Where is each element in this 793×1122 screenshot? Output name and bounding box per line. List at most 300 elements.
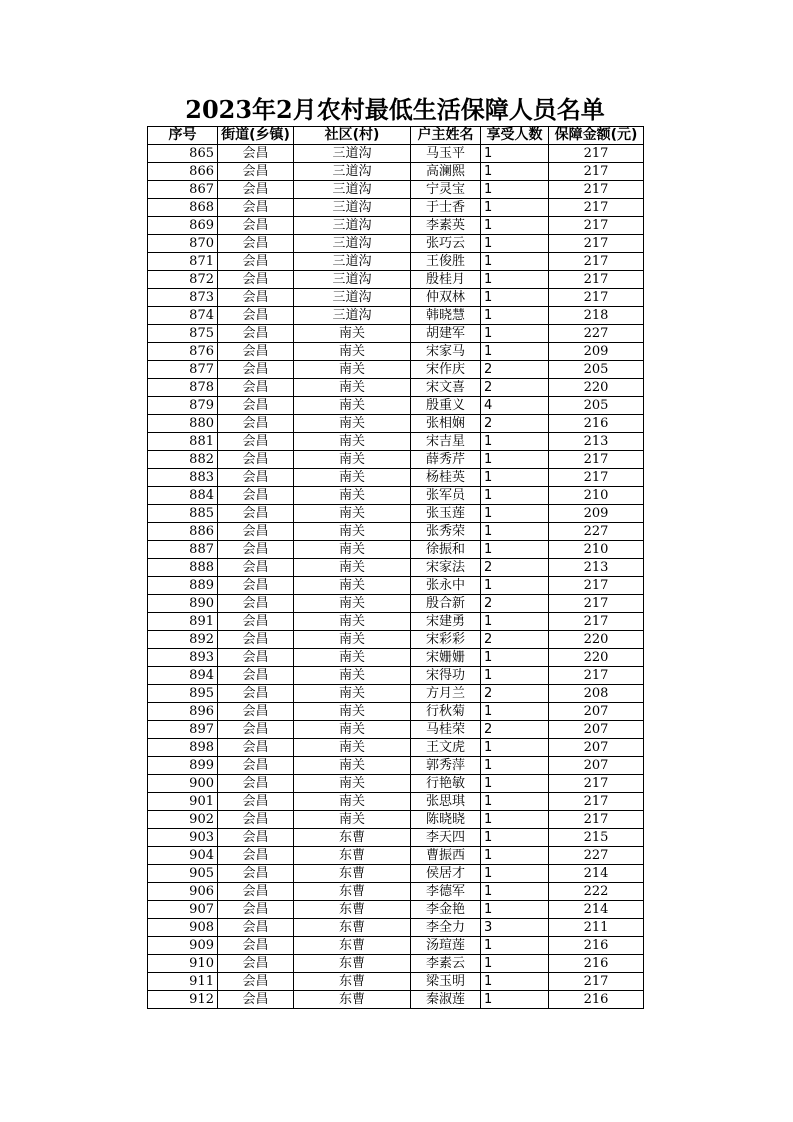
cell-head-name: 宋姗姗 xyxy=(411,649,481,667)
cell-amount: 227 xyxy=(549,847,644,865)
cell-people-count: 1 xyxy=(481,181,549,199)
cell-people-count: 1 xyxy=(481,577,549,595)
cell-amount: 217 xyxy=(549,577,644,595)
cell-people-count: 1 xyxy=(481,271,549,289)
cell-street: 会昌 xyxy=(218,487,294,505)
cell-head-name: 仲双林 xyxy=(411,289,481,307)
cell-seq: 896 xyxy=(148,703,218,721)
cell-people-count: 1 xyxy=(481,847,549,865)
cell-seq: 874 xyxy=(148,307,218,325)
cell-seq: 900 xyxy=(148,775,218,793)
cell-street: 会昌 xyxy=(218,739,294,757)
cell-head-name: 王文虎 xyxy=(411,739,481,757)
cell-street: 会昌 xyxy=(218,829,294,847)
cell-amount: 217 xyxy=(549,289,644,307)
cell-street: 会昌 xyxy=(218,469,294,487)
table-row xyxy=(148,325,644,343)
cell-community: 东曹 xyxy=(294,919,411,937)
cell-amount: 217 xyxy=(549,181,644,199)
cell-head-name: 于士香 xyxy=(411,199,481,217)
cell-community: 南关 xyxy=(294,559,411,577)
cell-amount: 217 xyxy=(549,253,644,271)
cell-seq: 892 xyxy=(148,631,218,649)
cell-seq: 865 xyxy=(148,145,218,163)
cell-people-count: 1 xyxy=(481,307,549,325)
cell-street: 会昌 xyxy=(218,523,294,541)
cell-community: 三道沟 xyxy=(294,271,411,289)
cell-amount: 205 xyxy=(549,397,644,415)
cell-street: 会昌 xyxy=(218,721,294,739)
cell-community: 南关 xyxy=(294,343,411,361)
cell-community: 南关 xyxy=(294,685,411,703)
cell-seq: 905 xyxy=(148,865,218,883)
cell-head-name: 张永中 xyxy=(411,577,481,595)
table-row xyxy=(148,469,644,487)
cell-head-name: 李素云 xyxy=(411,955,481,973)
cell-street: 会昌 xyxy=(218,901,294,919)
cell-head-name: 高澜熙 xyxy=(411,163,481,181)
cell-seq: 868 xyxy=(148,199,218,217)
cell-street: 会昌 xyxy=(218,541,294,559)
table-row xyxy=(148,883,644,901)
header-community: 社区(村) xyxy=(294,127,411,145)
cell-seq: 875 xyxy=(148,325,218,343)
header-head-name: 户主姓名 xyxy=(411,127,481,145)
cell-people-count: 2 xyxy=(481,721,549,739)
cell-community: 东曹 xyxy=(294,955,411,973)
cell-community: 南关 xyxy=(294,793,411,811)
cell-people-count: 1 xyxy=(481,289,549,307)
cell-amount: 205 xyxy=(549,361,644,379)
table-row xyxy=(148,307,644,325)
cell-street: 会昌 xyxy=(218,613,294,631)
cell-seq: 880 xyxy=(148,415,218,433)
cell-street: 会昌 xyxy=(218,937,294,955)
cell-amount: 217 xyxy=(549,973,644,991)
cell-head-name: 宋文喜 xyxy=(411,379,481,397)
table-row xyxy=(148,577,644,595)
cell-street: 会昌 xyxy=(218,811,294,829)
table-row xyxy=(148,253,644,271)
cell-street: 会昌 xyxy=(218,865,294,883)
cell-people-count: 1 xyxy=(481,433,549,451)
cell-community: 东曹 xyxy=(294,865,411,883)
cell-head-name: 宋家马 xyxy=(411,343,481,361)
table-row xyxy=(148,361,644,379)
cell-amount: 217 xyxy=(549,145,644,163)
cell-street: 会昌 xyxy=(218,307,294,325)
cell-seq: 876 xyxy=(148,343,218,361)
table-row xyxy=(148,199,644,217)
cell-community: 南关 xyxy=(294,505,411,523)
cell-seq: 879 xyxy=(148,397,218,415)
cell-people-count: 2 xyxy=(481,685,549,703)
cell-amount: 220 xyxy=(549,379,644,397)
cell-people-count: 2 xyxy=(481,631,549,649)
table-row xyxy=(148,901,644,919)
cell-community: 南关 xyxy=(294,667,411,685)
cell-people-count: 1 xyxy=(481,253,549,271)
cell-amount: 216 xyxy=(549,937,644,955)
cell-street: 会昌 xyxy=(218,199,294,217)
cell-head-name: 行秋菊 xyxy=(411,703,481,721)
cell-people-count: 2 xyxy=(481,595,549,613)
cell-head-name: 李德军 xyxy=(411,883,481,901)
cell-people-count: 1 xyxy=(481,541,549,559)
table-body xyxy=(148,145,644,1009)
table-row xyxy=(148,505,644,523)
cell-people-count: 1 xyxy=(481,613,549,631)
cell-people-count: 1 xyxy=(481,775,549,793)
cell-community: 东曹 xyxy=(294,883,411,901)
table-row xyxy=(148,865,644,883)
cell-head-name: 薛秀芹 xyxy=(411,451,481,469)
cell-seq: 893 xyxy=(148,649,218,667)
cell-community: 三道沟 xyxy=(294,181,411,199)
cell-street: 会昌 xyxy=(218,577,294,595)
cell-head-name: 宋吉星 xyxy=(411,433,481,451)
cell-amount: 213 xyxy=(549,559,644,577)
cell-community: 东曹 xyxy=(294,901,411,919)
cell-head-name: 宋作庆 xyxy=(411,361,481,379)
table-row xyxy=(148,271,644,289)
cell-amount: 207 xyxy=(549,739,644,757)
table-row xyxy=(148,955,644,973)
cell-seq: 873 xyxy=(148,289,218,307)
cell-people-count: 2 xyxy=(481,361,549,379)
cell-people-count: 1 xyxy=(481,469,549,487)
cell-amount: 214 xyxy=(549,865,644,883)
table-row xyxy=(148,739,644,757)
header-amount: 保障金额(元) xyxy=(549,127,644,145)
table-row xyxy=(148,937,644,955)
cell-seq: 883 xyxy=(148,469,218,487)
cell-seq: 872 xyxy=(148,271,218,289)
cell-seq: 869 xyxy=(148,217,218,235)
cell-head-name: 张玉莲 xyxy=(411,505,481,523)
cell-people-count: 1 xyxy=(481,325,549,343)
cell-seq: 901 xyxy=(148,793,218,811)
cell-street: 会昌 xyxy=(218,433,294,451)
cell-street: 会昌 xyxy=(218,451,294,469)
cell-community: 三道沟 xyxy=(294,289,411,307)
cell-community: 东曹 xyxy=(294,829,411,847)
cell-people-count: 1 xyxy=(481,451,549,469)
cell-seq: 904 xyxy=(148,847,218,865)
cell-street: 会昌 xyxy=(218,181,294,199)
cell-people-count: 2 xyxy=(481,559,549,577)
cell-head-name: 宋得功 xyxy=(411,667,481,685)
cell-community: 东曹 xyxy=(294,991,411,1009)
cell-seq: 870 xyxy=(148,235,218,253)
cell-seq: 897 xyxy=(148,721,218,739)
table-row xyxy=(148,451,644,469)
cell-seq: 877 xyxy=(148,361,218,379)
cell-community: 南关 xyxy=(294,631,411,649)
cell-community: 南关 xyxy=(294,325,411,343)
table-row xyxy=(148,811,644,829)
cell-people-count: 1 xyxy=(481,793,549,811)
cell-community: 三道沟 xyxy=(294,307,411,325)
cell-community: 三道沟 xyxy=(294,163,411,181)
table-row xyxy=(148,145,644,163)
cell-street: 会昌 xyxy=(218,397,294,415)
cell-head-name: 马桂荣 xyxy=(411,721,481,739)
cell-people-count: 1 xyxy=(481,991,549,1009)
cell-people-count: 1 xyxy=(481,163,549,181)
cell-street: 会昌 xyxy=(218,847,294,865)
cell-head-name: 郭秀萍 xyxy=(411,757,481,775)
cell-community: 南关 xyxy=(294,757,411,775)
cell-head-name: 张巧云 xyxy=(411,235,481,253)
cell-street: 会昌 xyxy=(218,631,294,649)
cell-community: 南关 xyxy=(294,469,411,487)
table-row xyxy=(148,163,644,181)
cell-head-name: 行艳敏 xyxy=(411,775,481,793)
table-row xyxy=(148,757,644,775)
cell-head-name: 殷合新 xyxy=(411,595,481,613)
cell-street: 会昌 xyxy=(218,415,294,433)
cell-head-name: 李金艳 xyxy=(411,901,481,919)
cell-amount: 207 xyxy=(549,703,644,721)
cell-seq: 910 xyxy=(148,955,218,973)
cell-people-count: 1 xyxy=(481,937,549,955)
table-row xyxy=(148,415,644,433)
table-row xyxy=(148,217,644,235)
cell-head-name: 殷桂月 xyxy=(411,271,481,289)
cell-head-name: 李天四 xyxy=(411,829,481,847)
cell-head-name: 李素英 xyxy=(411,217,481,235)
cell-street: 会昌 xyxy=(218,667,294,685)
cell-seq: 911 xyxy=(148,973,218,991)
cell-seq: 871 xyxy=(148,253,218,271)
cell-people-count: 1 xyxy=(481,883,549,901)
header-seq: 序号 xyxy=(148,127,218,145)
header-street: 街道(乡镇) xyxy=(218,127,294,145)
cell-people-count: 1 xyxy=(481,145,549,163)
table-row xyxy=(148,667,644,685)
cell-street: 会昌 xyxy=(218,253,294,271)
cell-community: 南关 xyxy=(294,415,411,433)
table-row xyxy=(148,703,644,721)
cell-amount: 215 xyxy=(549,829,644,847)
cell-amount: 208 xyxy=(549,685,644,703)
cell-amount: 213 xyxy=(549,433,644,451)
cell-community: 东曹 xyxy=(294,937,411,955)
cell-head-name: 王俊胜 xyxy=(411,253,481,271)
cell-head-name: 韩晓慧 xyxy=(411,307,481,325)
cell-street: 会昌 xyxy=(218,703,294,721)
cell-amount: 216 xyxy=(549,991,644,1009)
cell-head-name: 徐振和 xyxy=(411,541,481,559)
cell-street: 会昌 xyxy=(218,505,294,523)
cell-amount: 210 xyxy=(549,541,644,559)
cell-people-count: 1 xyxy=(481,505,549,523)
cell-community: 南关 xyxy=(294,703,411,721)
cell-head-name: 殷重义 xyxy=(411,397,481,415)
cell-seq: 886 xyxy=(148,523,218,541)
table-row xyxy=(148,235,644,253)
cell-people-count: 1 xyxy=(481,487,549,505)
cell-community: 南关 xyxy=(294,775,411,793)
cell-amount: 222 xyxy=(549,883,644,901)
table-row xyxy=(148,631,644,649)
cell-people-count: 2 xyxy=(481,379,549,397)
cell-street: 会昌 xyxy=(218,379,294,397)
cell-seq: 885 xyxy=(148,505,218,523)
table-row xyxy=(148,613,644,631)
table-row xyxy=(148,289,644,307)
cell-community: 三道沟 xyxy=(294,235,411,253)
cell-amount: 217 xyxy=(549,775,644,793)
cell-people-count: 1 xyxy=(481,703,549,721)
cell-community: 南关 xyxy=(294,379,411,397)
header-row xyxy=(148,127,644,145)
cell-amount: 209 xyxy=(549,505,644,523)
cell-amount: 217 xyxy=(549,217,644,235)
cell-community: 三道沟 xyxy=(294,253,411,271)
cell-people-count: 1 xyxy=(481,523,549,541)
cell-people-count: 1 xyxy=(481,199,549,217)
table-row xyxy=(148,847,644,865)
cell-street: 会昌 xyxy=(218,991,294,1009)
cell-people-count: 1 xyxy=(481,667,549,685)
table-row xyxy=(148,721,644,739)
cell-street: 会昌 xyxy=(218,235,294,253)
cell-community: 东曹 xyxy=(294,973,411,991)
cell-seq: 891 xyxy=(148,613,218,631)
cell-seq: 882 xyxy=(148,451,218,469)
cell-street: 会昌 xyxy=(218,685,294,703)
cell-amount: 211 xyxy=(549,919,644,937)
cell-community: 南关 xyxy=(294,811,411,829)
cell-people-count: 1 xyxy=(481,757,549,775)
cell-street: 会昌 xyxy=(218,289,294,307)
cell-head-name: 胡建军 xyxy=(411,325,481,343)
cell-street: 会昌 xyxy=(218,559,294,577)
cell-people-count: 1 xyxy=(481,973,549,991)
cell-seq: 888 xyxy=(148,559,218,577)
cell-amount: 216 xyxy=(549,955,644,973)
cell-head-name: 宋家法 xyxy=(411,559,481,577)
table-row xyxy=(148,973,644,991)
table-row xyxy=(148,595,644,613)
cell-street: 会昌 xyxy=(218,883,294,901)
cell-amount: 217 xyxy=(549,199,644,217)
cell-people-count: 1 xyxy=(481,829,549,847)
cell-people-count: 1 xyxy=(481,235,549,253)
cell-seq: 867 xyxy=(148,181,218,199)
cell-street: 会昌 xyxy=(218,145,294,163)
cell-community: 三道沟 xyxy=(294,145,411,163)
table-row xyxy=(148,829,644,847)
cell-head-name: 张相娴 xyxy=(411,415,481,433)
cell-street: 会昌 xyxy=(218,271,294,289)
cell-amount: 217 xyxy=(549,667,644,685)
cell-community: 南关 xyxy=(294,541,411,559)
cell-amount: 227 xyxy=(549,325,644,343)
cell-street: 会昌 xyxy=(218,343,294,361)
cell-amount: 218 xyxy=(549,307,644,325)
cell-head-name: 侯居才 xyxy=(411,865,481,883)
cell-amount: 217 xyxy=(549,811,644,829)
table-row xyxy=(148,397,644,415)
cell-amount: 217 xyxy=(549,163,644,181)
cell-community: 南关 xyxy=(294,649,411,667)
table-row xyxy=(148,541,644,559)
cell-head-name: 陈晓晓 xyxy=(411,811,481,829)
table-row xyxy=(148,523,644,541)
cell-community: 东曹 xyxy=(294,847,411,865)
cell-amount: 217 xyxy=(549,235,644,253)
cell-amount: 214 xyxy=(549,901,644,919)
cell-seq: 912 xyxy=(148,991,218,1009)
cell-people-count: 1 xyxy=(481,811,549,829)
cell-people-count: 1 xyxy=(481,865,549,883)
cell-street: 会昌 xyxy=(218,217,294,235)
cell-seq: 894 xyxy=(148,667,218,685)
cell-community: 南关 xyxy=(294,739,411,757)
cell-street: 会昌 xyxy=(218,649,294,667)
cell-seq: 903 xyxy=(148,829,218,847)
cell-head-name: 汤瑄莲 xyxy=(411,937,481,955)
table-row xyxy=(148,343,644,361)
page-title: 2023年2月农村最低生活保障人员名单 xyxy=(185,95,605,124)
cell-people-count: 1 xyxy=(481,217,549,235)
cell-people-count: 1 xyxy=(481,901,549,919)
cell-community: 南关 xyxy=(294,577,411,595)
cell-seq: 889 xyxy=(148,577,218,595)
table-row xyxy=(148,793,644,811)
cell-community: 南关 xyxy=(294,487,411,505)
cell-seq: 884 xyxy=(148,487,218,505)
cell-seq: 908 xyxy=(148,919,218,937)
table-row xyxy=(148,991,644,1009)
cell-people-count: 1 xyxy=(481,649,549,667)
cell-community: 南关 xyxy=(294,433,411,451)
cell-people-count: 1 xyxy=(481,955,549,973)
cell-seq: 895 xyxy=(148,685,218,703)
cell-amount: 209 xyxy=(549,343,644,361)
cell-seq: 898 xyxy=(148,739,218,757)
cell-community: 南关 xyxy=(294,451,411,469)
cell-people-count: 2 xyxy=(481,415,549,433)
cell-head-name: 秦淑莲 xyxy=(411,991,481,1009)
cell-head-name: 曹振西 xyxy=(411,847,481,865)
cell-amount: 217 xyxy=(549,793,644,811)
table-row xyxy=(148,775,644,793)
cell-head-name: 李全力 xyxy=(411,919,481,937)
cell-head-name: 方月兰 xyxy=(411,685,481,703)
cell-street: 会昌 xyxy=(218,595,294,613)
cell-amount: 217 xyxy=(549,469,644,487)
cell-street: 会昌 xyxy=(218,361,294,379)
cell-head-name: 张军员 xyxy=(411,487,481,505)
cell-seq: 881 xyxy=(148,433,218,451)
cell-amount: 217 xyxy=(549,613,644,631)
cell-head-name: 张秀荣 xyxy=(411,523,481,541)
cell-amount: 217 xyxy=(549,451,644,469)
cell-seq: 866 xyxy=(148,163,218,181)
cell-community: 南关 xyxy=(294,397,411,415)
cell-street: 会昌 xyxy=(218,793,294,811)
cell-community: 三道沟 xyxy=(294,217,411,235)
cell-street: 会昌 xyxy=(218,757,294,775)
cell-seq: 890 xyxy=(148,595,218,613)
cell-community: 南关 xyxy=(294,721,411,739)
cell-community: 三道沟 xyxy=(294,199,411,217)
cell-amount: 217 xyxy=(549,595,644,613)
